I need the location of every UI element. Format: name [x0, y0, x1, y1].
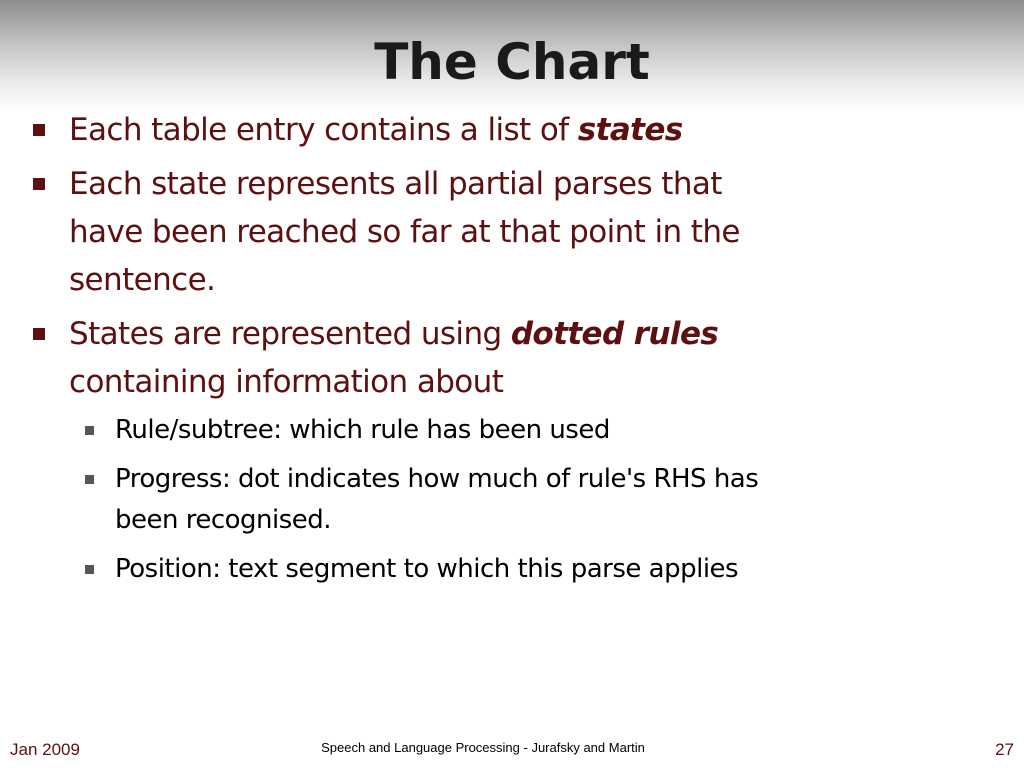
- square-bullet-icon: [85, 426, 94, 435]
- square-bullet-icon: [33, 178, 45, 190]
- slide-title: The Chart: [374, 33, 650, 91]
- bullet-dotted-rules: [0, 310, 769, 406]
- bullet-text: Each state represents all partial parses that have been reached so far at that point in the sentence.: [69, 166, 740, 298]
- sub-bullet-rule-subtree: [0, 410, 775, 451]
- bullet-text: States are represented using: [69, 316, 511, 352]
- square-bullet-icon: [85, 475, 94, 484]
- footer-date: Jan 2009: [10, 740, 80, 759]
- bullet-partial-parses: [0, 160, 769, 304]
- slide-content: [0, 106, 1024, 598]
- bullet-emphasis: states: [577, 112, 683, 148]
- bullet-text-after: containing information about: [69, 364, 504, 400]
- footer-source: Speech and Language Processing - Jurafsky and Martin: [321, 740, 645, 755]
- sub-bullet-list: [0, 410, 1024, 590]
- page-number: 27: [995, 740, 1014, 759]
- square-bullet-icon: [33, 124, 45, 136]
- bullet-text: Each table entry contains a list of: [69, 112, 578, 148]
- bullet-emphasis: dotted rules: [510, 316, 719, 352]
- square-bullet-icon: [33, 328, 45, 340]
- sub-bullet-text: Rule/subtree: which rule has been used: [115, 415, 610, 445]
- square-bullet-icon: [85, 565, 94, 574]
- sub-bullet-text: Position: text segment to which this parse applies: [115, 554, 739, 584]
- bullet-states: [0, 106, 769, 154]
- sub-bullet-progress: [0, 459, 775, 541]
- sub-bullet-position: [0, 549, 775, 590]
- sub-bullet-text: Progress: dot indicates how much of rule's RHS has been recognised.: [115, 464, 759, 535]
